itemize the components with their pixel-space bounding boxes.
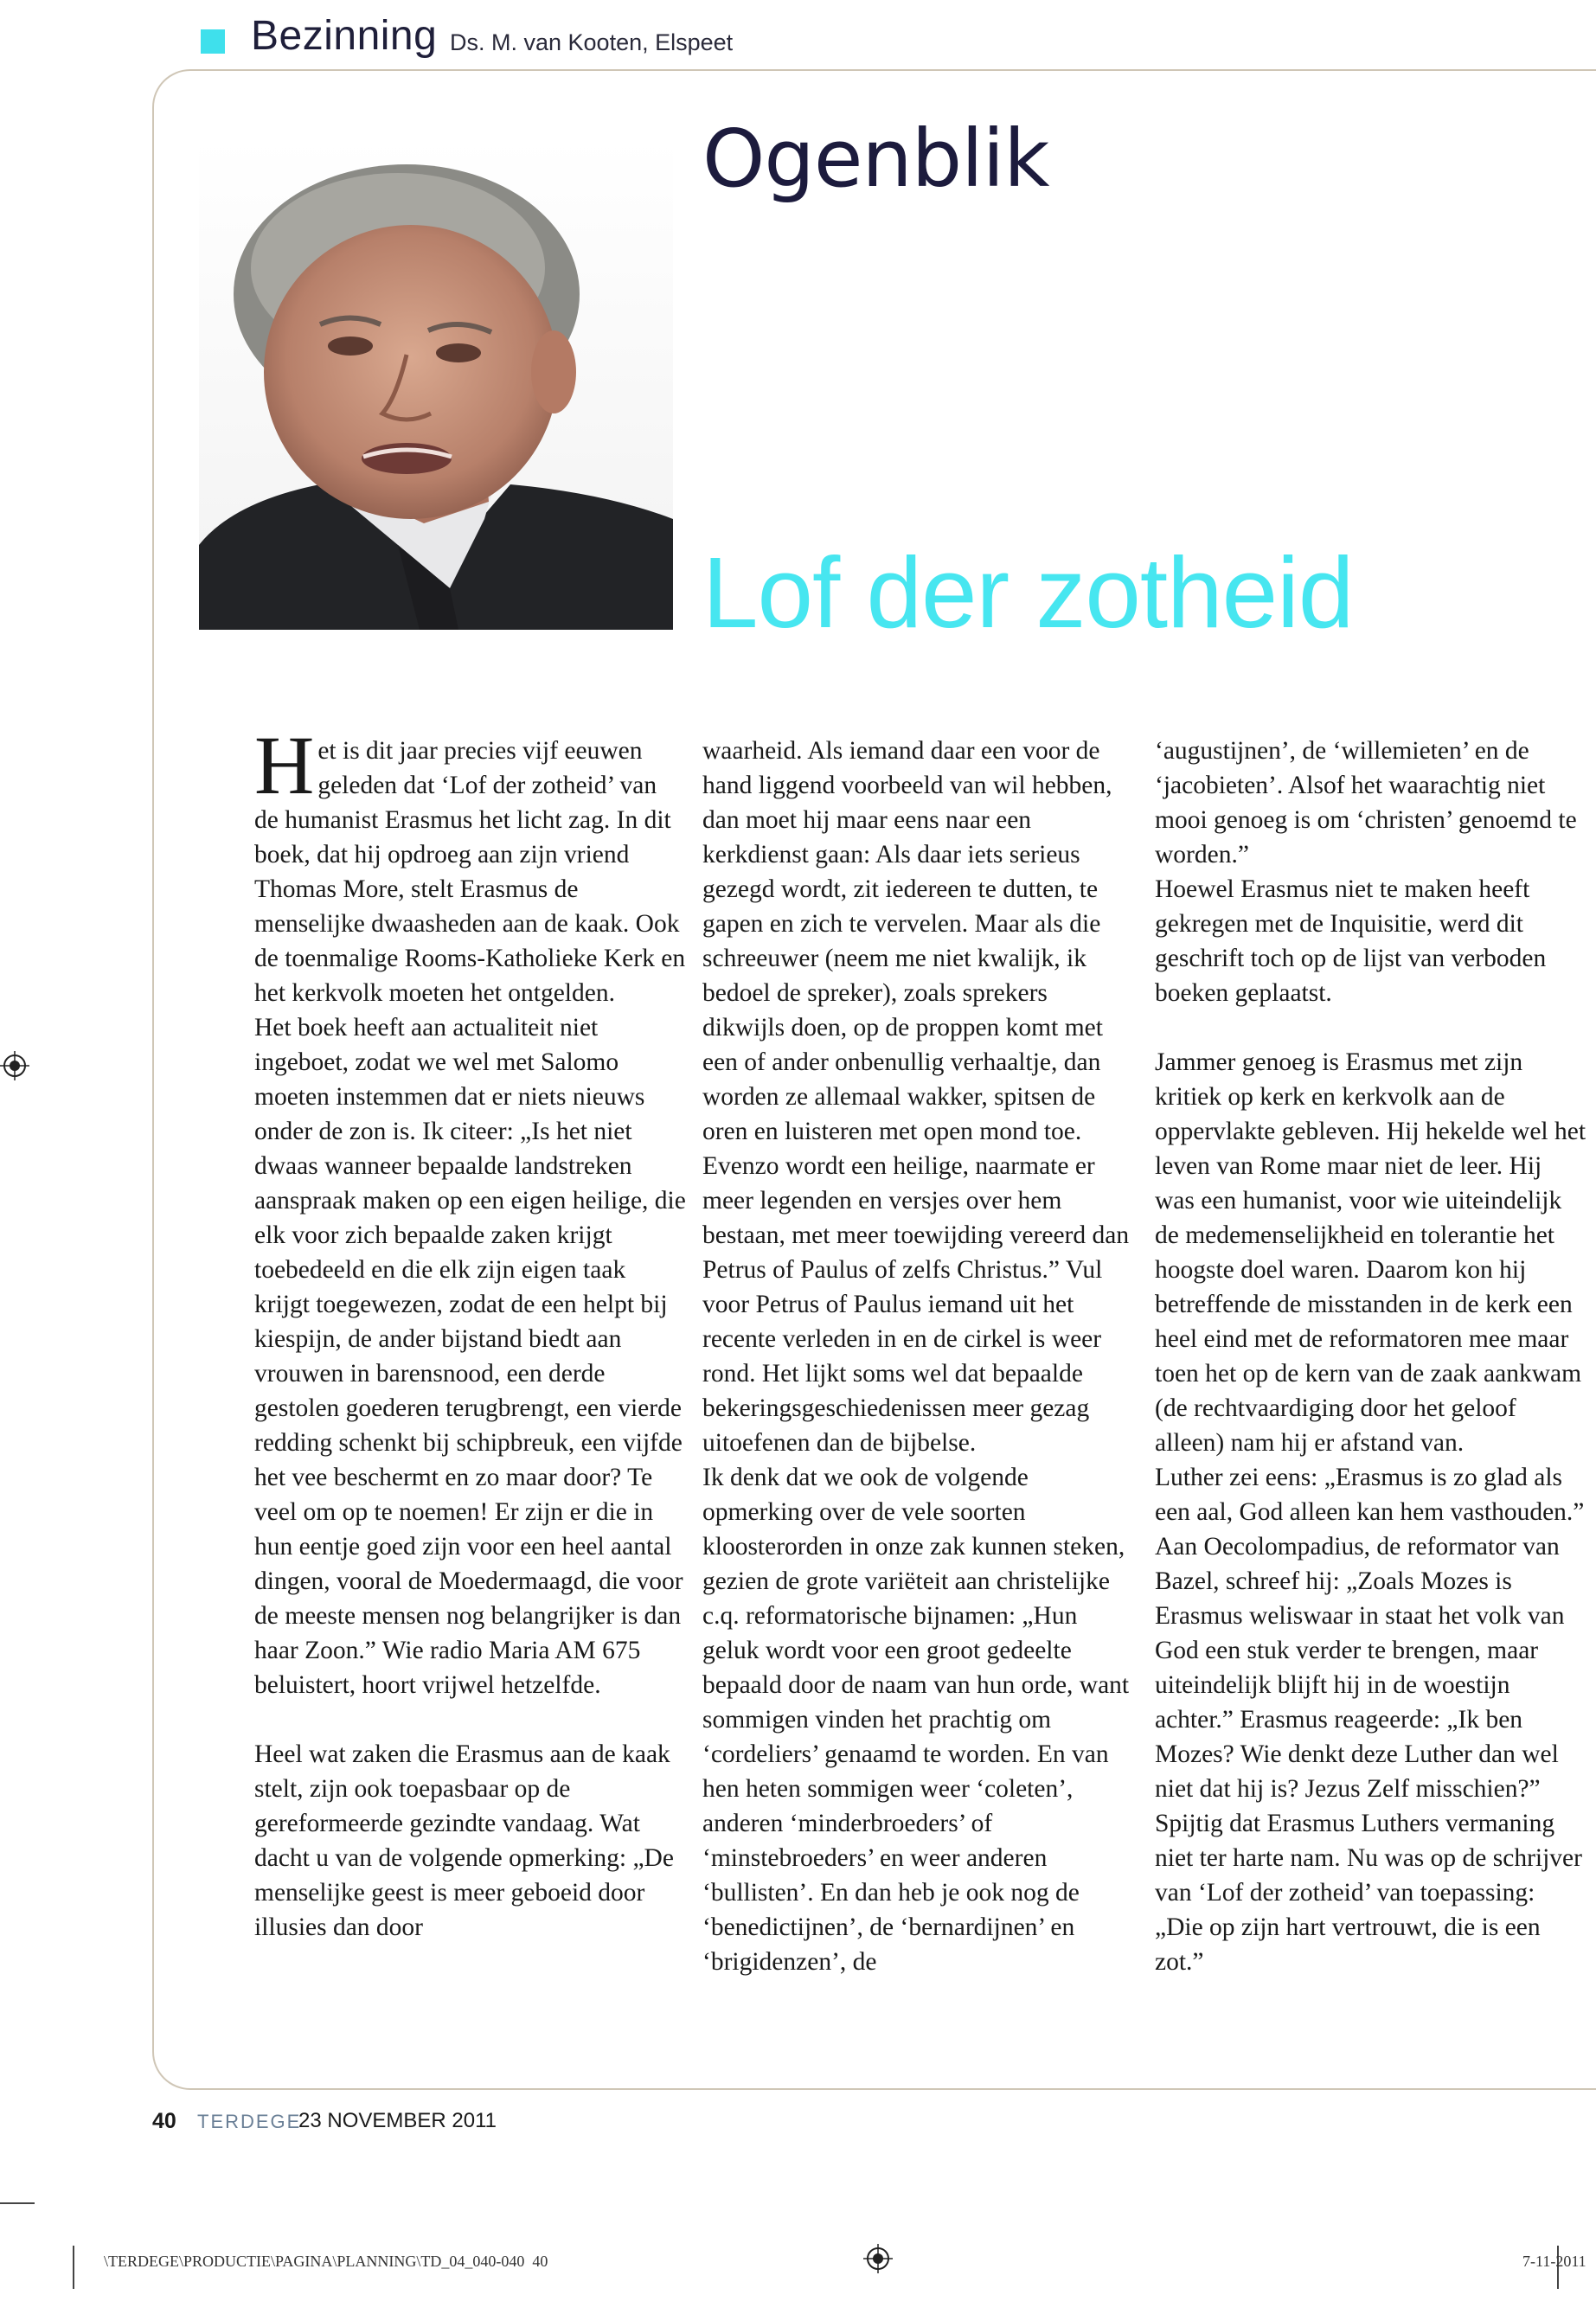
article-paragraph: Spijtig dat Erasmus Luthers vermaning niet ter harte nam. Nu was op de schrijver van ‘Lof der zotheid’ van toepassing: „Die op zijn hart vertrouwt, die is een zot.”	[1155, 1810, 1582, 1976]
article-paragraph: ‘augustijnen’, de ‘willemieten’ en de ‘jacobieten’. Alsof het waarachtig niet mooi genoeg is om ‘christen’ genoemd te worden.”	[1155, 737, 1577, 868]
crop-mark	[0, 2202, 35, 2204]
article-paragraph: Hoewel Erasmus niet te maken heeft gekregen met de Inquisitie, werd dit geschrift toch op de lijst van verboden boeken geplaatst.	[1155, 875, 1547, 1007]
kicker-title: Ogenblik	[702, 112, 1049, 205]
article-paragraph	[254, 719, 687, 1010]
article-paragraph: Heel wat zaken die Erasmus aan de kaak stelt, zijn ook toepasbaar op de gereformeerde gezindte vandaag. Wat dacht u van de volgende opmerking: „De menselijke geest is meer geboeid door illusies dan door	[254, 1740, 674, 1941]
article-column-3	[1155, 734, 1587, 1979]
section-label: Bezinning	[251, 13, 438, 59]
article-column-1	[254, 719, 687, 1945]
crop-mark	[73, 2246, 74, 2289]
article-column-2	[702, 734, 1135, 1979]
paragraph-text: et is dit jaar precies vijf eeuwen geleden dat ‘Lof der zotheid’ van de humanist Erasmus het licht zag. In dit boek, dat hij opdroeg aan zijn vriend Thomas More, stelt Erasmus de menselijke dwaasheden aan de kaak. Ook de toenmalige Rooms-Katholieke Kerk en het kerkvolk moeten het ontgelden.	[254, 737, 686, 1007]
article-paragraph: Het boek heeft aan actualiteit niet ingeboet, zodat we wel met Salomo moeten instemmen dat er niets nieuws onder de zon is. Ik citeer: „Is het niet dwaas wanneer bepaalde landstreken aanspraak maken op een eigen heilige, die elk voor zich bepaalde zaken krijgt toebedeeld en die elk zijn eigen taak krijgt toegewezen, zodat de een helpt bij kiespijn, de ander bijstand biedt aan vrouwen in barensnood, een derde gestolen goederen terugbrengt, een vierde redding schenkt bij schipbreuk, een vijfde het vee beschermt en zo maar door? Te veel om op te noemen! Er zijn er die in hun eentje goed zijn voor een heel aantal dingen, vooral de Moedermaagd, die voor de meeste mensen nog belangrijker is dan haar Zoon.” Wie radio Maria AM 675 beluistert, hoort vrijwel hetzelfde.	[254, 1014, 686, 1699]
article-paragraph: Jammer genoeg is Erasmus met zijn kritiek op kerk en kerkvolk aan de oppervlakte gebleven. Hij hekelde wel het leven van Rome maar niet de leer. Hij was een humanist, voor wie uiteindelijk de medemenselijkheid en tolerantie het hoogste doel waren. Daarom kon hij betreffende de misstanden in de kerk een heel eind met de reformatoren mee maar toen het op de kern van de zaak aankwam (de rechtvaardiging door het geloof alleen) nam hij er afstand van.	[1155, 1048, 1586, 1457]
page-number: 40	[152, 2109, 176, 2133]
registration-mark-icon	[863, 2244, 893, 2278]
slug-page: 40	[532, 2253, 548, 2270]
article-headline: Lof der zotheid	[702, 536, 1354, 649]
author-photo	[199, 138, 673, 630]
author-byline: Ds. M. van Kooten, Elspeet	[450, 29, 734, 55]
issue-date: 23 NOVEMBER 2011	[298, 2109, 497, 2132]
print-slug	[104, 2253, 548, 2271]
article-paragraph: waarheid. Als iemand daar een voor de hand liggend voorbeeld van wil hebben, dan moet hij maar eens naar een kerkdienst gaan: Als daar iets serieus gezegd wordt, zit iedereen te dutten, te gapen en zich te vervelen. Maar als die schreeuwer (neem me niet kwalijk, ik bedoel de spreker), zoals sprekers dikwijls doen, op de proppen komt met een of ander onbenullig verhaaltje, dan worden ze allemaal wakker, spitsen de oren en luisteren met open mond toe. Evenzo wordt een heilige, naarmate er meer legenden en versjes over hem bestaan, met meer toewijding vereerd dan Petrus of Paulus of zelfs Christus.” Vul voor Petrus of Paulus iemand uit het recente verleden in en de cirkel is weer rond. Het lijkt soms wel dat bepaalde bekeringsgeschiedenissen meer gezag uitoefenen dan de bijbelse.	[702, 737, 1130, 1457]
slug-date: 7-11-2011	[1522, 2253, 1586, 2270]
slug-path: \TERDEGE\PRODUCTIE\PAGINA\PLANNING\TD_04_040-040	[104, 2253, 525, 2270]
article-paragraph: Luther zei eens: „Erasmus is zo glad als een aal, God alleen kan hem vasthouden.” Aan Oecolompadius, de reformator van Bazel, schreef hij: „Zoals Mozes is Erasmus weliswaar in staat het volk van God een stuk verder te brengen, maar uiteindelijk blijft hij in de woestijn achter.” Erasmus reageerde: „Ik ben Mozes? Wie denkt deze Luther dan wel niet dat hij is? Jezus Zelf misschien?”	[1155, 1464, 1585, 1803]
registration-mark-icon	[0, 1051, 29, 1085]
article-paragraph: Ik denk dat we ook de volgende opmerking over de vele soorten kloosterorden in onze zak kunnen steken, gezien de grote variëteit aan christelijke c.q. reformatorische bijnamen: „Hun geluk wordt voor een groot gedeelte bepaald door de naam van hun orde, want sommigen vinden het prachtig om ‘cordeliers’ genaamd te worden. En van hen heten sommigen weer ‘coleten’, anderen ‘minderbroeders’ of ‘minstebroeders’ en weer anderen ‘bullisten’. En dan heb je ook nog de ‘benedictijnen’, de ‘bernardijnen’ en ‘brigidenzen’, de	[702, 1464, 1130, 1976]
magazine-name: TERDEGE	[197, 2111, 302, 2132]
section-marker	[201, 29, 225, 54]
drop-cap: H	[254, 719, 315, 811]
portrait-illustration	[199, 138, 673, 630]
